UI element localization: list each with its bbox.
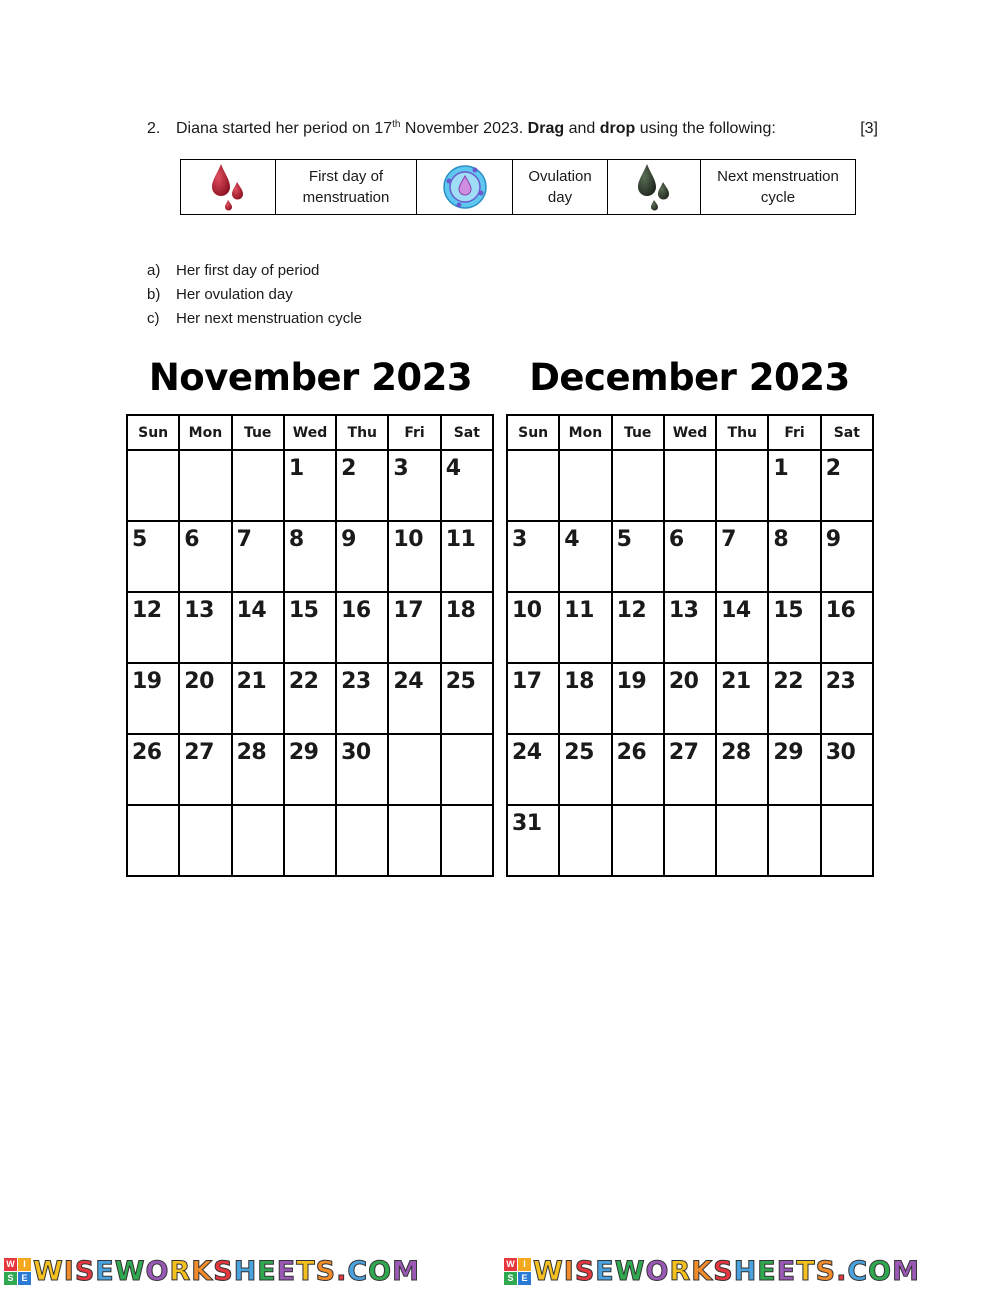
day-cell-25[interactable] bbox=[559, 734, 611, 805]
day-cell-27[interactable] bbox=[179, 734, 231, 805]
day-cell-5[interactable] bbox=[127, 521, 179, 592]
week-row bbox=[507, 521, 873, 592]
day-number: 8 bbox=[773, 527, 789, 552]
ovulation-egg-icon bbox=[441, 163, 489, 211]
day-cell-19[interactable] bbox=[612, 663, 664, 734]
empty-day-cell[interactable] bbox=[179, 450, 231, 521]
day-cell-23[interactable] bbox=[336, 663, 388, 734]
day-number: 22 bbox=[773, 669, 804, 694]
day-cell-31[interactable] bbox=[507, 805, 559, 876]
weekday-header: Thu bbox=[716, 415, 768, 450]
day-cell-15[interactable] bbox=[284, 592, 336, 663]
day-number: 28 bbox=[236, 740, 267, 765]
first-day-label-line2: menstruation bbox=[302, 189, 390, 206]
day-number: 29 bbox=[288, 740, 319, 765]
week-row bbox=[507, 450, 873, 521]
week-row bbox=[127, 521, 493, 592]
day-cell-20[interactable] bbox=[179, 663, 231, 734]
day-number: 6 bbox=[184, 527, 200, 552]
week-row bbox=[127, 663, 493, 734]
day-number bbox=[769, 806, 819, 811]
day-number: 9 bbox=[341, 527, 356, 552]
day-number: 29 bbox=[773, 740, 804, 765]
day-number: 1 bbox=[288, 456, 304, 481]
day-number: 22 bbox=[288, 669, 319, 694]
day-number: 13 bbox=[668, 598, 699, 623]
day-number bbox=[442, 806, 492, 811]
day-number: 10 bbox=[393, 527, 424, 552]
day-number: 7 bbox=[721, 527, 736, 552]
ovulation-draggable[interactable] bbox=[417, 160, 513, 215]
logo-blocks-icon bbox=[4, 1258, 31, 1285]
empty-day-cell[interactable] bbox=[179, 805, 231, 876]
day-number bbox=[128, 451, 178, 456]
day-number: 15 bbox=[773, 598, 804, 623]
question-text-part3: using the following: bbox=[635, 120, 776, 137]
day-number bbox=[285, 806, 335, 811]
day-number: 11 bbox=[564, 598, 594, 623]
question-number: 2. bbox=[147, 120, 161, 137]
subquestion-text: Her next menstruation cycle bbox=[176, 310, 362, 327]
day-cell-30[interactable] bbox=[336, 734, 388, 805]
day-cell-1[interactable] bbox=[284, 450, 336, 521]
day-cell-26[interactable] bbox=[612, 734, 664, 805]
next-cycle-label-line2: cycle bbox=[760, 189, 796, 206]
day-cell-23[interactable] bbox=[821, 663, 873, 734]
day-number: 23 bbox=[341, 669, 371, 694]
week-row bbox=[127, 805, 493, 876]
day-number bbox=[613, 806, 663, 811]
day-number: 20 bbox=[668, 669, 699, 694]
day-number: 24 bbox=[393, 669, 424, 694]
empty-day-cell[interactable] bbox=[716, 805, 768, 876]
day-cell-30[interactable] bbox=[821, 734, 873, 805]
empty-day-cell[interactable] bbox=[336, 805, 388, 876]
day-number: 16 bbox=[341, 598, 371, 623]
weekday-header: Tue bbox=[232, 415, 284, 450]
day-number: 3 bbox=[393, 456, 409, 481]
day-number: 17 bbox=[393, 598, 424, 623]
december-title: December 2023 bbox=[529, 356, 850, 399]
subquestion-text: Her first day of period bbox=[176, 262, 320, 279]
subquestion-label: a) bbox=[147, 262, 161, 279]
day-cell-26[interactable] bbox=[127, 734, 179, 805]
day-number: 19 bbox=[616, 669, 647, 694]
day-cell-7[interactable] bbox=[716, 521, 768, 592]
day-number: 8 bbox=[288, 527, 304, 552]
day-number: 26 bbox=[616, 740, 647, 765]
day-cell-3[interactable] bbox=[507, 521, 559, 592]
day-number bbox=[717, 451, 767, 456]
day-cell-21[interactable] bbox=[716, 663, 768, 734]
question-text-part1: Diana started her period on 17 bbox=[176, 120, 393, 137]
day-number bbox=[508, 451, 558, 456]
day-number: 13 bbox=[184, 598, 214, 623]
day-cell-4[interactable] bbox=[441, 450, 493, 521]
empty-day-cell[interactable] bbox=[559, 450, 611, 521]
day-cell-11[interactable] bbox=[559, 592, 611, 663]
day-cell-13[interactable] bbox=[664, 592, 716, 663]
logo-letter: E bbox=[18, 1272, 31, 1285]
day-cell-28[interactable] bbox=[716, 734, 768, 805]
weekday-header: Sun bbox=[507, 415, 559, 450]
next-cycle-label-line1: Next menstruation bbox=[717, 168, 839, 185]
empty-day-cell[interactable] bbox=[716, 450, 768, 521]
day-number: 10 bbox=[512, 598, 542, 623]
marks-label: [3] bbox=[860, 120, 878, 137]
day-number bbox=[613, 451, 663, 456]
day-cell-10[interactable] bbox=[388, 521, 440, 592]
subquestion-a bbox=[147, 261, 319, 281]
week-row bbox=[127, 592, 493, 663]
day-number: 4 bbox=[445, 456, 461, 481]
logo-letter: E bbox=[518, 1272, 531, 1285]
day-number bbox=[128, 806, 178, 811]
ovulation-label-line1: Ovulation bbox=[528, 168, 592, 185]
wordmark: WISEWORKSHEETS.COM bbox=[533, 1255, 920, 1287]
day-cell-16[interactable] bbox=[336, 592, 388, 663]
weekday-header-row bbox=[127, 415, 493, 450]
day-number bbox=[180, 806, 230, 811]
empty-day-cell[interactable] bbox=[441, 734, 493, 805]
day-cell-10[interactable] bbox=[507, 592, 559, 663]
empty-day-cell[interactable] bbox=[612, 450, 664, 521]
week-row bbox=[127, 734, 493, 805]
day-number bbox=[717, 806, 767, 811]
day-cell-21[interactable] bbox=[232, 663, 284, 734]
day-number: 5 bbox=[132, 527, 147, 552]
weekday-header: Wed bbox=[284, 415, 336, 450]
ovulation-label-line2: day bbox=[547, 189, 573, 206]
day-number: 12 bbox=[132, 598, 162, 623]
drop-keyword: drop bbox=[599, 120, 636, 137]
day-cell-5[interactable] bbox=[612, 521, 664, 592]
day-cell-6[interactable] bbox=[664, 521, 716, 592]
day-cell-28[interactable] bbox=[232, 734, 284, 805]
day-number: 2 bbox=[341, 456, 356, 481]
day-cell-11[interactable] bbox=[441, 521, 493, 592]
day-cell-9[interactable] bbox=[336, 521, 388, 592]
day-cell-29[interactable] bbox=[768, 734, 820, 805]
day-number: 15 bbox=[288, 598, 319, 623]
wordmark: WISEWORKSHEETS.COM bbox=[33, 1255, 420, 1287]
day-number: 21 bbox=[721, 669, 751, 694]
week-row bbox=[507, 805, 873, 876]
day-number bbox=[560, 451, 610, 456]
logo-letter: W bbox=[504, 1258, 517, 1271]
day-number: 14 bbox=[236, 598, 267, 623]
day-cell-13[interactable] bbox=[179, 592, 231, 663]
day-number: 5 bbox=[616, 527, 632, 552]
day-number bbox=[442, 735, 492, 740]
question-text bbox=[176, 119, 776, 139]
day-number: 30 bbox=[341, 740, 371, 765]
day-cell-25[interactable] bbox=[441, 663, 493, 734]
day-cell-24[interactable] bbox=[388, 663, 440, 734]
day-cell-7[interactable] bbox=[232, 521, 284, 592]
week-row bbox=[507, 663, 873, 734]
december-calendar bbox=[506, 414, 874, 877]
day-number bbox=[665, 451, 715, 456]
day-cell-2[interactable] bbox=[821, 450, 873, 521]
day-number: 23 bbox=[825, 669, 856, 694]
weekday-header: Sat bbox=[441, 415, 493, 450]
day-number bbox=[180, 451, 230, 456]
day-cell-27[interactable] bbox=[664, 734, 716, 805]
day-number: 25 bbox=[445, 669, 476, 694]
day-cell-14[interactable] bbox=[232, 592, 284, 663]
first-day-label bbox=[276, 160, 417, 215]
day-number bbox=[337, 806, 387, 811]
weekday-header: Fri bbox=[768, 415, 820, 450]
day-number: 19 bbox=[132, 669, 162, 694]
red-blood-drops-icon bbox=[208, 160, 248, 214]
day-number: 3 bbox=[512, 527, 527, 552]
empty-day-cell[interactable] bbox=[612, 805, 664, 876]
subquestion-c bbox=[147, 309, 362, 329]
logo-letter: I bbox=[518, 1258, 531, 1271]
empty-day-cell[interactable] bbox=[441, 805, 493, 876]
day-number: 4 bbox=[564, 527, 580, 552]
day-cell-17[interactable] bbox=[507, 663, 559, 734]
day-cell-8[interactable] bbox=[284, 521, 336, 592]
day-number: 17 bbox=[512, 669, 542, 694]
day-number: 26 bbox=[132, 740, 162, 765]
empty-day-cell[interactable] bbox=[232, 805, 284, 876]
ovulation-label bbox=[513, 160, 608, 215]
day-cell-22[interactable] bbox=[284, 663, 336, 734]
day-cell-2[interactable] bbox=[336, 450, 388, 521]
subquestion-b bbox=[147, 285, 293, 305]
weekday-header: Tue bbox=[612, 415, 664, 450]
weekday-header: Sun bbox=[127, 415, 179, 450]
empty-day-cell[interactable] bbox=[821, 805, 873, 876]
day-cell-19[interactable] bbox=[127, 663, 179, 734]
day-cell-18[interactable] bbox=[559, 663, 611, 734]
day-cell-3[interactable] bbox=[388, 450, 440, 521]
weekday-header: Mon bbox=[559, 415, 611, 450]
day-cell-8[interactable] bbox=[768, 521, 820, 592]
day-cell-9[interactable] bbox=[821, 521, 873, 592]
week-row bbox=[127, 450, 493, 521]
day-number bbox=[389, 735, 439, 740]
day-number: 25 bbox=[564, 740, 594, 765]
empty-day-cell[interactable] bbox=[127, 805, 179, 876]
first-day-draggable[interactable] bbox=[181, 160, 276, 215]
day-number bbox=[822, 806, 872, 811]
dark-green-drops-icon bbox=[634, 160, 674, 214]
empty-day-cell[interactable] bbox=[559, 805, 611, 876]
day-number: 24 bbox=[512, 740, 542, 765]
day-number: 21 bbox=[236, 669, 267, 694]
day-number: 9 bbox=[825, 527, 841, 552]
weekday-header: Fri bbox=[388, 415, 440, 450]
empty-day-cell[interactable] bbox=[284, 805, 336, 876]
footer-watermark-left bbox=[4, 1255, 420, 1287]
day-number: 16 bbox=[825, 598, 856, 623]
day-number: 6 bbox=[668, 527, 684, 552]
day-number: 2 bbox=[825, 456, 841, 481]
day-number: 14 bbox=[721, 598, 751, 623]
day-cell-1[interactable] bbox=[768, 450, 820, 521]
day-number: 27 bbox=[668, 740, 699, 765]
weekday-header-row bbox=[507, 415, 873, 450]
weekday-header: Mon bbox=[179, 415, 231, 450]
day-cell-17[interactable] bbox=[388, 592, 440, 663]
day-cell-15[interactable] bbox=[768, 592, 820, 663]
day-number: 7 bbox=[236, 527, 252, 552]
empty-day-cell[interactable] bbox=[388, 805, 440, 876]
logo-letter: S bbox=[4, 1272, 17, 1285]
day-cell-20[interactable] bbox=[664, 663, 716, 734]
weekday-header: Thu bbox=[336, 415, 388, 450]
day-number: 12 bbox=[616, 598, 647, 623]
november-calendar bbox=[126, 414, 494, 877]
logo-letter: W bbox=[4, 1258, 17, 1271]
day-cell-16[interactable] bbox=[821, 592, 873, 663]
day-number: 27 bbox=[184, 740, 214, 765]
day-number bbox=[665, 806, 715, 811]
day-cell-24[interactable] bbox=[507, 734, 559, 805]
and-word: and bbox=[564, 120, 600, 137]
day-number: 18 bbox=[445, 598, 476, 623]
day-number: 1 bbox=[773, 456, 789, 481]
empty-day-cell[interactable] bbox=[664, 450, 716, 521]
next-cycle-label bbox=[701, 160, 856, 215]
day-cell-29[interactable] bbox=[284, 734, 336, 805]
day-cell-12[interactable] bbox=[612, 592, 664, 663]
legend-table bbox=[180, 159, 856, 215]
logo-letter: I bbox=[18, 1258, 31, 1271]
subquestion-label: c) bbox=[147, 310, 160, 327]
empty-day-cell[interactable] bbox=[768, 805, 820, 876]
ordinal-suffix: th bbox=[392, 119, 401, 130]
november-title: November 2023 bbox=[148, 356, 473, 399]
logo-letter: S bbox=[504, 1272, 517, 1285]
day-cell-12[interactable] bbox=[127, 592, 179, 663]
day-number bbox=[560, 806, 610, 811]
next-cycle-draggable[interactable] bbox=[608, 160, 701, 215]
weekday-header: Wed bbox=[664, 415, 716, 450]
day-number: 31 bbox=[512, 811, 542, 836]
empty-day-cell[interactable] bbox=[388, 734, 440, 805]
week-row bbox=[507, 592, 873, 663]
empty-day-cell[interactable] bbox=[664, 805, 716, 876]
day-number: 20 bbox=[184, 669, 214, 694]
subquestion-text: Her ovulation day bbox=[176, 286, 293, 303]
day-number: 11 bbox=[445, 527, 476, 552]
empty-day-cell[interactable] bbox=[127, 450, 179, 521]
question-text-part2: November 2023. bbox=[400, 120, 528, 137]
empty-day-cell[interactable] bbox=[232, 450, 284, 521]
first-day-label-line1: First day of bbox=[308, 168, 384, 185]
logo-blocks-icon bbox=[504, 1258, 531, 1285]
day-cell-4[interactable] bbox=[559, 521, 611, 592]
day-number bbox=[389, 806, 439, 811]
footer-watermark-right bbox=[504, 1255, 920, 1287]
day-number: 30 bbox=[825, 740, 856, 765]
day-cell-22[interactable] bbox=[768, 663, 820, 734]
day-number: 18 bbox=[564, 669, 594, 694]
empty-day-cell[interactable] bbox=[507, 450, 559, 521]
drag-keyword: Drag bbox=[527, 120, 565, 137]
week-row bbox=[507, 734, 873, 805]
day-cell-14[interactable] bbox=[716, 592, 768, 663]
subquestion-label: b) bbox=[147, 286, 161, 303]
weekday-header: Sat bbox=[821, 415, 873, 450]
day-cell-6[interactable] bbox=[179, 521, 231, 592]
day-number bbox=[233, 451, 283, 456]
day-number bbox=[233, 806, 283, 811]
day-cell-18[interactable] bbox=[441, 592, 493, 663]
day-number: 28 bbox=[721, 740, 751, 765]
